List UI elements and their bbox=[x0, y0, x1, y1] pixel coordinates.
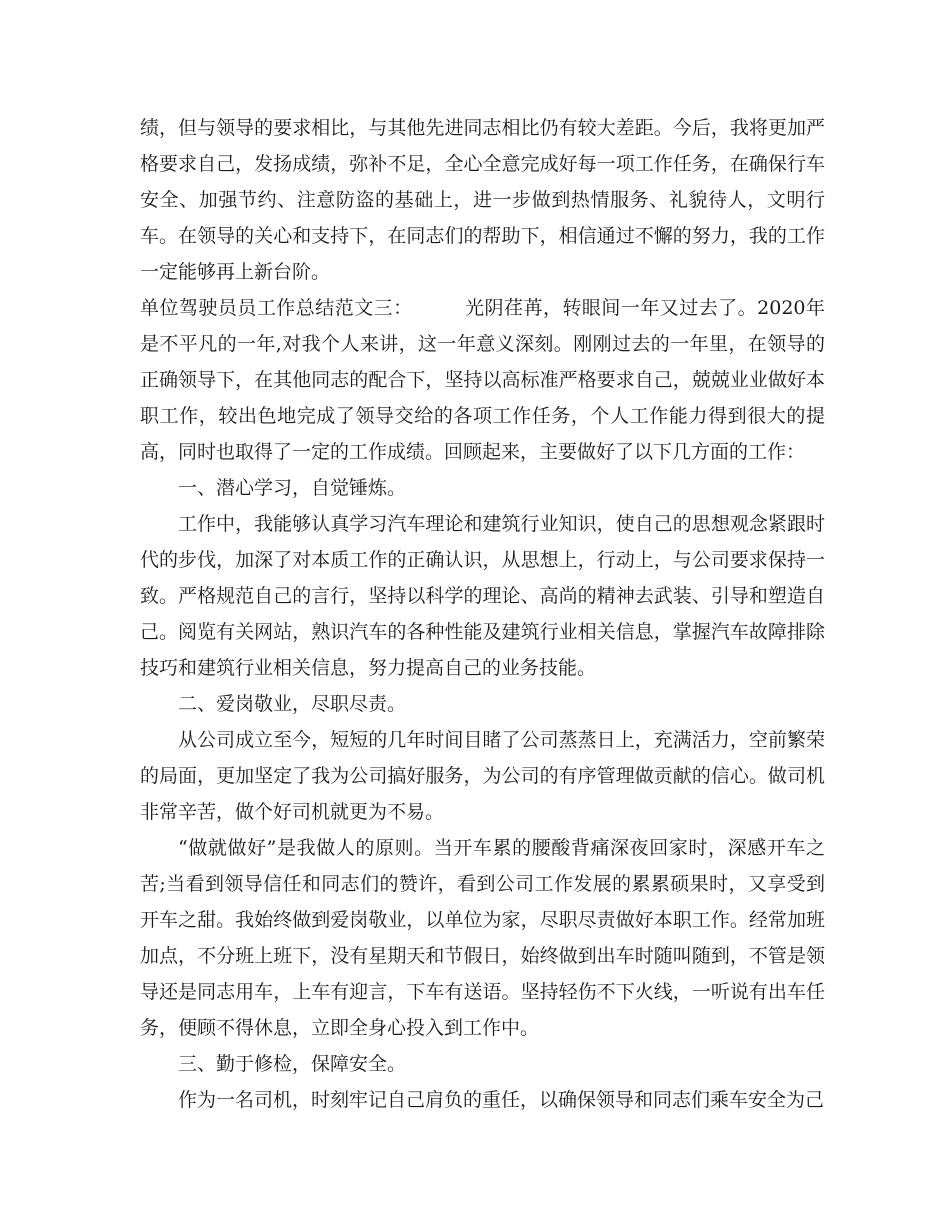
section-intro-text: 光阴荏苒，转眼间一年又过去了。2020年是不平凡的一年,对我个人来讲，这一年意义深刻。刚刚过去的一年里，在领导的正确领导下，在其他同志的配合下，坚持以高标准严格要求自己，兢兢业业做好本职工作，较出色地完成了领导交给的各项工作任务，个人工作能力得到很大的提高，同时也取得了一定的工作成绩。回顾起来，主要做好了以下几方面的工作： bbox=[140, 297, 825, 463]
subheading-dedication: 二、爱岗敬业，尽职尽责。 bbox=[178, 693, 407, 715]
paragraph-continuation: 绩，但与领导的要求相比，与其他先进同志相比仍有较大差距。今后，我将更加严格要求自己，发扬成绩，弥补不足，全心全意完成好每一项工作任务，在确保行车安全、加强节约、注意防盗的基础上，进一步做到热情服务、礼貌待人，文明行车。在领导的关心和支持下，在同志们的帮助下，相信通过不懈的努力，我的工作一定能够再上新台阶。 bbox=[140, 117, 825, 283]
paragraph-dedication-1: 从公司成立至今，短短的几年时间目睹了公司蒸蒸日上，充满活力，空前繁荣的局面，更加坚定了我为公司搞好服务，为公司的有序管理做贡献的信心。做司机非常辛苦，做个好司机就更为不易。 bbox=[140, 729, 825, 823]
document-body bbox=[140, 110, 825, 1118]
paragraph-section-three bbox=[140, 290, 825, 470]
subheading-study: 一、潜心学习，自觉锤炼。 bbox=[178, 477, 407, 499]
section-heading: 单位驾驶员员工作总结范文三： bbox=[140, 297, 413, 319]
paragraph-study: 工作中，我能够认真学习汽车理论和建筑行业知识，使自己的思想观念紧跟时代的步伐，加深了对本质工作的正确认识，从思想上，行动上，与公司要求保持一致。严格规范自己的言行，坚持以科学的理论、高尚的精神去武装、引导和塑造自己。阅览有关网站，熟识汽车的各种性能及建筑行业相关信息，掌握汽车故障排除技巧和建筑行业相关信息，努力提高自己的业务技能。 bbox=[140, 513, 825, 679]
subheading-safety: 三、勤于修检，保障安全。 bbox=[178, 1053, 407, 1075]
paragraph-safety: 作为一名司机，时刻牢记自己肩负的重任，以确保领导和同志们乘车安全为己 bbox=[178, 1089, 825, 1111]
paragraph-dedication-2: “做就做好”是我做人的原则。当开车累的腰酸背痛深夜回家时，深感开车之苦;当看到领导信任和同志们的赞许，看到公司工作发展的累累硕果时，又享受到开车之甜。我始终做到爱岗敬业，以单位为家，尽职尽责做好本职工作。经常加班加点，不分班上班下，没有星期天和节假日，始终做到出车时随叫随到，不管是领导还是同志用车，上车有迎言，下车有送语。坚持轻伤不下火线，一听说有出车任务，便顾不得休息，立即全身心投入到工作中。 bbox=[140, 837, 825, 1039]
